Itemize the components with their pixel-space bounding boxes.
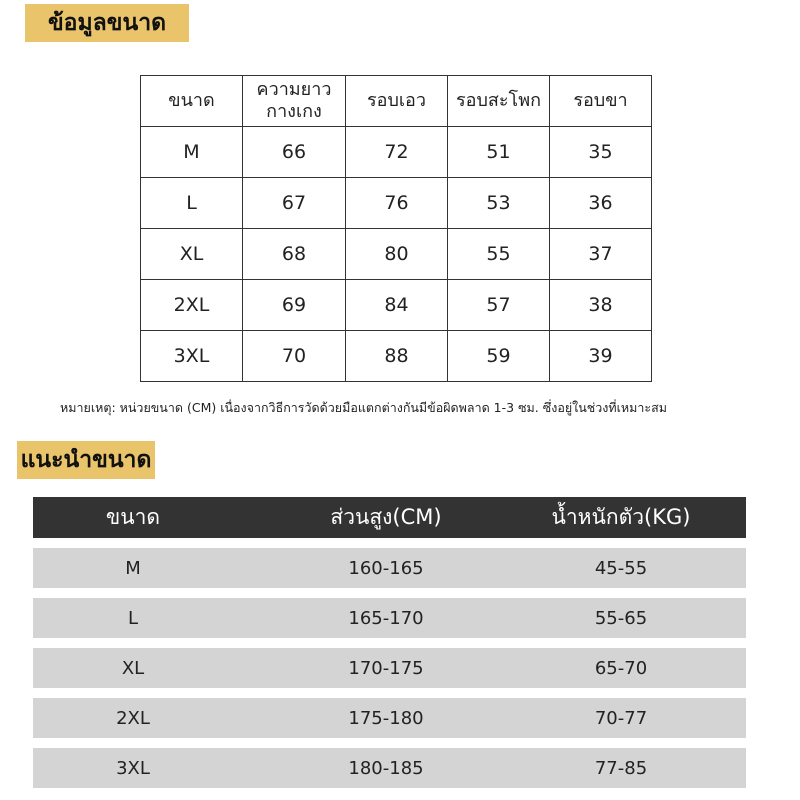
header-waist: รอบเอว [346, 76, 448, 127]
cell-thigh: 36 [550, 178, 652, 229]
rec-header-size: ขนาด [105, 505, 161, 529]
rec-height: 175-180 [348, 707, 424, 729]
rec-weight: 77-85 [594, 757, 648, 779]
rec-height: 165-170 [348, 607, 424, 629]
cell-waist: 76 [346, 178, 448, 229]
cell-size: L [141, 178, 243, 229]
cell-size: M [141, 127, 243, 178]
rec-size: 2XL [116, 707, 150, 729]
recommend-row [33, 648, 746, 688]
table-row [141, 127, 652, 178]
cell-size: XL [141, 229, 243, 280]
cell-length: 67 [243, 178, 346, 229]
header-hip: รอบสะโพก [448, 76, 550, 127]
cell-hip: 51 [448, 127, 550, 178]
rec-size: 3XL [116, 757, 150, 779]
rec-weight: 65-70 [594, 657, 648, 679]
cell-thigh: 37 [550, 229, 652, 280]
recommend-row [33, 748, 746, 788]
table-row [141, 229, 652, 280]
cell-hip: 59 [448, 331, 550, 382]
cell-hip: 55 [448, 229, 550, 280]
recommend-row [33, 598, 746, 638]
rec-size: XL [121, 657, 145, 679]
size-info-title: ข้อมูลขนาด [25, 4, 189, 42]
rec-height: 160-165 [348, 557, 424, 579]
rec-height: 170-175 [348, 657, 424, 679]
header-size: ขนาด [141, 76, 243, 127]
cell-size: 3XL [141, 331, 243, 382]
cell-length: 68 [243, 229, 346, 280]
table-row [141, 178, 652, 229]
recommend-row [33, 548, 746, 588]
rec-height: 180-185 [348, 757, 424, 779]
cell-waist: 88 [346, 331, 448, 382]
header-pants-length: ความยาว กางเกง [243, 76, 346, 127]
rec-weight: 55-65 [594, 607, 648, 629]
table-row [141, 331, 652, 382]
recommend-header-row [33, 497, 746, 538]
cell-thigh: 35 [550, 127, 652, 178]
rec-size: L [127, 607, 139, 629]
size-measurement-table [140, 75, 652, 382]
cell-size: 2XL [141, 280, 243, 331]
recommend-title: แนะนำขนาด [17, 441, 155, 479]
cell-length: 66 [243, 127, 346, 178]
measurement-note: หมายเหตุ: หน่วยขนาด (CM) เนื่องจากวิธีการวัดด้วยมือแตกต่างกันมีข้อผิดพลาด 1-3 ซม. ซึ่งอยู่ในช่วงที่เหมาะสม [60, 400, 668, 415]
rec-weight: 45-55 [594, 557, 648, 579]
rec-size: M [125, 557, 141, 579]
rec-weight: 70-77 [594, 707, 648, 729]
cell-waist: 80 [346, 229, 448, 280]
cell-length: 70 [243, 331, 346, 382]
cell-waist: 72 [346, 127, 448, 178]
cell-length: 69 [243, 280, 346, 331]
cell-hip: 57 [448, 280, 550, 331]
cell-hip: 53 [448, 178, 550, 229]
recommend-row [33, 698, 746, 738]
cell-thigh: 39 [550, 331, 652, 382]
rec-header-height: ส่วนสูง(CM) [330, 505, 442, 529]
cell-waist: 84 [346, 280, 448, 331]
cell-thigh: 38 [550, 280, 652, 331]
rec-header-weight: น้ำหนักตัว(KG) [551, 505, 691, 529]
table-header-row [141, 76, 652, 127]
header-thigh: รอบขา [550, 76, 652, 127]
table-row [141, 280, 652, 331]
